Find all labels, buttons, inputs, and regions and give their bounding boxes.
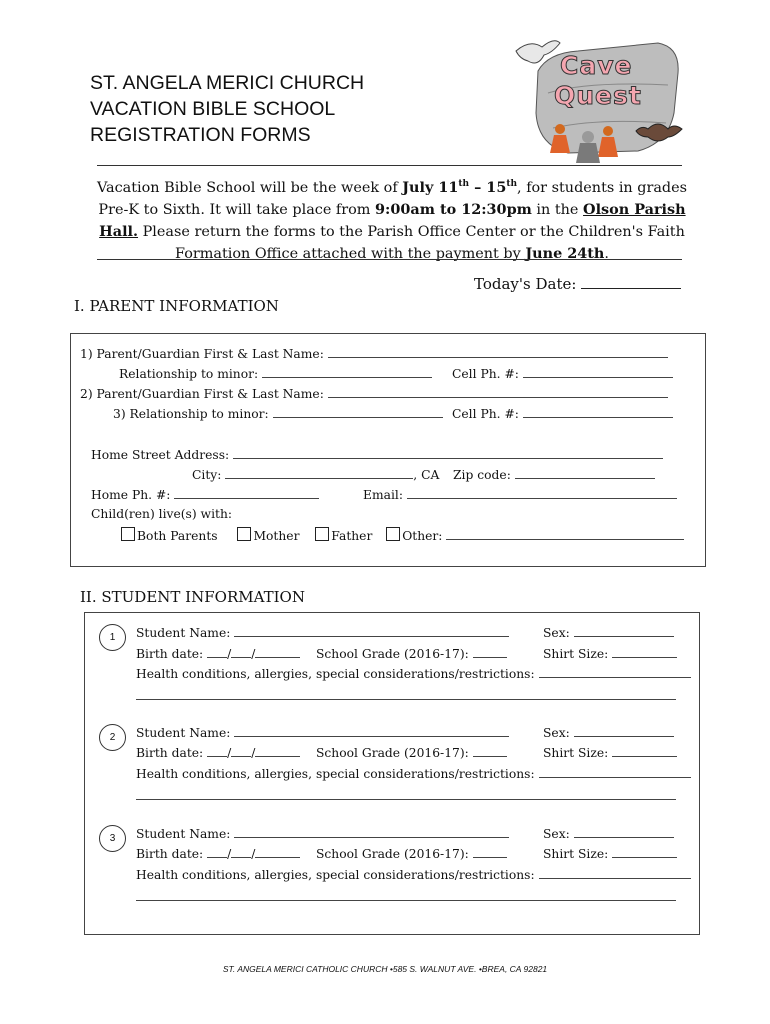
student-2-number: 2 — [99, 724, 126, 751]
student-2-health-field[interactable] — [539, 766, 691, 778]
mother-label: Mother — [253, 529, 300, 543]
health-label: Health conditions, allergies, special considerations/restrictions: — [136, 667, 535, 681]
student-2-shirt-field[interactable] — [612, 745, 677, 757]
intro-deadline: June 24th — [525, 244, 605, 262]
student-2-birth-year[interactable] — [255, 745, 300, 757]
student-name-label: Student Name: — [136, 726, 231, 740]
sex-label: Sex: — [543, 626, 570, 640]
shirt-size-label: Shirt Size: — [543, 647, 609, 661]
relationship-2-field[interactable] — [273, 406, 443, 418]
birth-date-label: Birth date: — [136, 847, 204, 861]
cell-2-label: Cell Ph. #: — [452, 407, 519, 421]
footer-address: ST. ANGELA MERICI CATHOLIC CHURCH •585 S. WALNUT AVE. •BREA, CA 92821 — [222, 964, 548, 974]
both-parents-label: Both Parents — [137, 529, 218, 543]
sex-label: Sex: — [543, 726, 570, 740]
student-2-grade-row — [316, 745, 507, 760]
student-3-health-row — [136, 867, 691, 882]
form-title — [90, 70, 430, 148]
city-label: City: — [192, 468, 222, 482]
both-parents-checkbox[interactable] — [121, 527, 135, 541]
student-3-birth-year[interactable] — [255, 846, 300, 858]
zip-field[interactable] — [515, 467, 655, 479]
father-checkbox[interactable] — [315, 527, 329, 541]
student-1-birth-day[interactable] — [231, 646, 251, 658]
student-3-name-field[interactable] — [234, 826, 509, 838]
shirt-size-label: Shirt Size: — [543, 746, 609, 760]
student-2-grade-field[interactable] — [473, 745, 507, 757]
student-2-name-field[interactable] — [234, 725, 509, 737]
top-divider — [97, 165, 682, 166]
guardian-1-name-field[interactable] — [328, 346, 668, 358]
guardian-1-row — [80, 346, 668, 361]
student-3-health-line-2[interactable] — [136, 889, 676, 905]
student-2-sex-field[interactable] — [574, 725, 674, 737]
email-label: Email: — [363, 488, 403, 502]
intro-text-2: , for students in grades Pre-K to Sixth. It will take place from — [98, 179, 688, 218]
zip-row — [453, 467, 655, 482]
cell-1-label: Cell Ph. #: — [452, 367, 519, 381]
student-2-birth-month[interactable] — [207, 745, 227, 757]
title-line-2: VACATION BIBLE SCHOOL — [90, 98, 336, 120]
email-row — [363, 487, 677, 502]
address-label: Home Street Address: — [91, 448, 230, 462]
guardian-2-name-field[interactable] — [328, 386, 668, 398]
relationship-1-row — [119, 366, 432, 381]
home-phone-label: Home Ph. #: — [91, 488, 171, 502]
intro-times: 9:00am to 12:30pm — [375, 200, 532, 218]
title-line-1: ST. ANGELA MERICI CHURCH — [90, 72, 365, 94]
todays-date-row — [474, 274, 681, 293]
cell-1-row — [452, 366, 673, 381]
student-3-birth-row: Birth date: / / — [136, 846, 300, 861]
zip-label: Zip code: — [453, 468, 511, 482]
student-3-number: 3 — [99, 825, 126, 852]
cell-2-field[interactable] — [523, 406, 673, 418]
birth-date-label: Birth date: — [136, 647, 204, 661]
address-field[interactable] — [233, 447, 663, 459]
student-2-birth-row: Birth date: / / — [136, 745, 300, 760]
student-1-sex-field[interactable] — [574, 625, 674, 637]
student-3-shirt-row — [543, 846, 677, 861]
student-1-health-line-2[interactable] — [136, 688, 676, 704]
sex-label: Sex: — [543, 827, 570, 841]
city-row — [192, 467, 439, 482]
student-3-grade-row — [316, 846, 507, 861]
student-1-birth-year[interactable] — [255, 646, 300, 658]
home-phone-row — [91, 487, 319, 502]
parent-section-title: I. PARENT INFORMATION — [74, 297, 279, 315]
email-field[interactable] — [407, 487, 677, 499]
other-checkbox[interactable] — [386, 527, 400, 541]
title-line-3: REGISTRATION FORMS — [90, 124, 311, 146]
student-1-birth-month[interactable] — [207, 646, 227, 658]
grade-label: School Grade (2016-17): — [316, 847, 469, 861]
city-field[interactable] — [225, 467, 413, 479]
intro-dates: July 11th – 15th — [402, 178, 518, 196]
state-ca: , CA — [413, 468, 440, 482]
student-3-sex-field[interactable] — [574, 826, 674, 838]
logo-text-cave: Cave — [560, 51, 633, 80]
student-1-grade-field[interactable] — [473, 646, 507, 658]
health-label: Health conditions, allergies, special considerations/restrictions: — [136, 868, 535, 882]
student-1-birth-row: Birth date: / / — [136, 646, 300, 661]
grade-label: School Grade (2016-17): — [316, 746, 469, 760]
student-3-birth-day[interactable] — [231, 846, 251, 858]
student-1-name-field[interactable] — [234, 625, 509, 637]
student-3-name-row — [136, 826, 509, 841]
guardian-2-label: 2) Parent/Guardian First & Last Name: — [80, 387, 324, 401]
guardian-2-row — [80, 386, 668, 401]
guardian-1-label: 1) Parent/Guardian First & Last Name: — [80, 347, 324, 361]
student-3-sex-row — [543, 826, 674, 841]
lives-with-options — [121, 527, 684, 543]
student-name-label: Student Name: — [136, 827, 231, 841]
student-1-shirt-row — [543, 646, 677, 661]
intro-text-1: Vacation Bible School will be the week of — [96, 179, 403, 196]
intro-divider — [97, 259, 682, 260]
todays-date-label: Today's Date: — [474, 275, 577, 293]
address-row — [91, 447, 663, 462]
cell-1-field[interactable] — [523, 366, 673, 378]
student-1-sex-row — [543, 625, 674, 640]
health-label: Health conditions, allergies, special considerations/restrictions: — [136, 767, 535, 781]
lives-with-label: Child(ren) live(s) with: — [91, 507, 233, 521]
student-1-shirt-field[interactable] — [612, 646, 677, 658]
relationship-2-label: 3) Relationship to minor: — [113, 407, 269, 421]
todays-date-field[interactable] — [581, 274, 681, 289]
student-1-number: 1 — [99, 624, 126, 651]
cell-2-row — [452, 406, 673, 421]
relationship-2-row — [113, 406, 443, 421]
intro-text-3: in the — [531, 201, 584, 218]
student-3-grade-field[interactable] — [473, 846, 507, 858]
relationship-1-field[interactable] — [262, 366, 432, 378]
other-field[interactable] — [446, 528, 684, 540]
student-2-shirt-row — [543, 745, 677, 760]
intro-location: Olson Parish Hall. — [99, 200, 686, 240]
student-1-health-row — [136, 666, 691, 681]
birth-date-label: Birth date: — [136, 746, 204, 760]
student-name-label: Student Name: — [136, 626, 231, 640]
father-label: Father — [331, 529, 373, 543]
student-1-health-field[interactable] — [539, 666, 691, 678]
student-3-birth-month[interactable] — [207, 846, 227, 858]
home-phone-field[interactable] — [174, 487, 319, 499]
student-2-health-row — [136, 766, 691, 781]
cave-quest-logo — [508, 33, 684, 167]
intro-text-4: Please return the forms to the Parish Office Center or the Children's Faith Formation Office attached with the payment by — [138, 223, 685, 262]
logo-text-quest: Quest — [554, 81, 642, 110]
student-2-name-row — [136, 725, 509, 740]
student-1-name-row — [136, 625, 509, 640]
student-2-birth-day[interactable] — [231, 745, 251, 757]
student-1-grade-row — [316, 646, 507, 661]
relationship-1-label: Relationship to minor: — [119, 367, 259, 381]
shirt-size-label: Shirt Size: — [543, 847, 609, 861]
student-2-sex-row — [543, 725, 674, 740]
student-3-shirt-field[interactable] — [612, 846, 677, 858]
student-3-health-field[interactable] — [539, 867, 691, 879]
student-2-health-line-2[interactable] — [136, 788, 676, 804]
other-label: Other: — [402, 529, 443, 543]
student-section-title: II. STUDENT INFORMATION — [80, 588, 305, 606]
intro-paragraph: Vacation Bible School will be the week of July 11th – 15th, for students in grades Pre-K to Sixth. It will take place from 9:00am to 12:30pm in the Olson Parish Hall. Please return the forms to the Parish Office Center or the Children's Faith Formation Office attached with the payment by June 24th. — [96, 178, 688, 262]
grade-label: School Grade (2016-17): — [316, 647, 469, 661]
mother-checkbox[interactable] — [237, 527, 251, 541]
